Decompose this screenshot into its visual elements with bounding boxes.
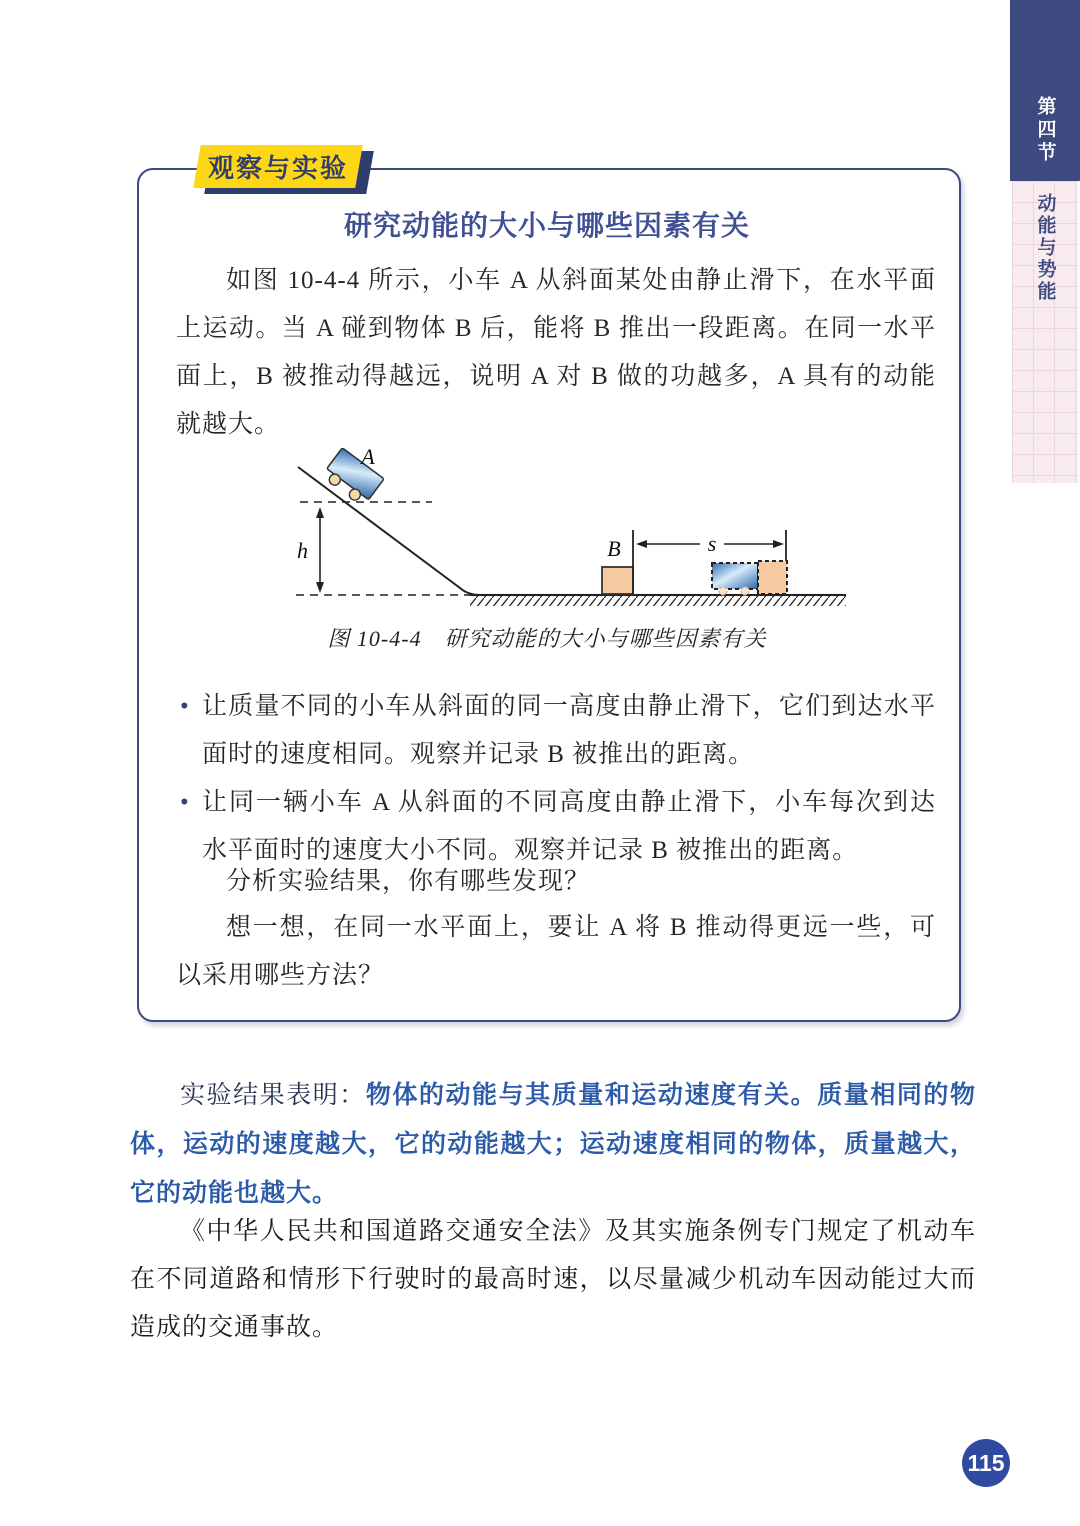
page-number-badge — [962, 1439, 1010, 1487]
incline-line — [298, 467, 480, 595]
think-question: 想一想，在同一水平面上，要让 A 将 B 推动得更远一些，可以采用哪些方法？ — [176, 914, 936, 989]
figure-caption: 图 10-4-4 研究动能的大小与哪些因素有关 — [327, 626, 767, 651]
conclusion-paragraph — [130, 1071, 976, 1218]
chapter-label: 动能与势能 — [1034, 193, 1056, 303]
ghost-cart — [712, 563, 758, 595]
section-label: 第四节 — [1034, 96, 1056, 165]
ghost-block — [758, 561, 787, 594]
distance-label: s — [707, 531, 717, 556]
conclusion-lead: 实验结果表明： — [180, 1082, 366, 1109]
experiment-diagram — [140, 438, 880, 620]
height-arrow — [316, 507, 324, 593]
page-number: 115 — [967, 1449, 1005, 1476]
procedure-list — [178, 683, 936, 875]
sidebar-chapter-strip — [1012, 181, 1078, 483]
sidebar-section-tab — [1010, 0, 1080, 181]
block-b — [602, 567, 633, 594]
block-b-label: B — [607, 536, 621, 561]
cart-a-label: A — [361, 444, 375, 469]
height-label: h — [297, 538, 308, 563]
activity-badge — [193, 145, 363, 188]
procedure-item: • 让同一辆小车 A 从斜面的不同高度由静止滑下，小车每次到达水平面时的速度大小不同。观察并记录 B 被推出的距离。 — [178, 779, 936, 875]
ground-hatching — [470, 596, 846, 606]
badge-label: 观察与实验 — [207, 153, 348, 183]
intro-paragraph: 如图 10-4-4 所示，小车 A 从斜面某处由静止滑下，在水平面上运动。当 A 碰到物体 B 后，能将 B 推出一段距离。在同一水平面上，B 被推动得越远，说明 A 对 B 做的功越多，A 具有的动能就越大。 — [176, 267, 936, 438]
activity-title: 研究动能的大小与哪些因素有关 — [343, 210, 750, 241]
procedure-item: • 让质量不同的小车从斜面的同一高度由静止滑下，它们到达水平面时的速度相同。观察并记录 B 被推出的距离。 — [178, 683, 936, 779]
law-paragraph: 《中华人民共和国道路交通安全法》及其实施条例专门规定了机动车在不同道路和情形下行驶时的最高时速，以尽量减少机动车因动能过大而造成的交通事故。 — [130, 1218, 976, 1341]
conclusion-highlight: 物体的动能与其质量和运动速度有关。质量相同的物体，运动的速度越大，它的动能越大；运动速度相同的物体，质量越大，它的动能也越大。 — [130, 1081, 976, 1207]
analysis-question: 分析实验结果，你有哪些发现？ — [226, 868, 591, 895]
